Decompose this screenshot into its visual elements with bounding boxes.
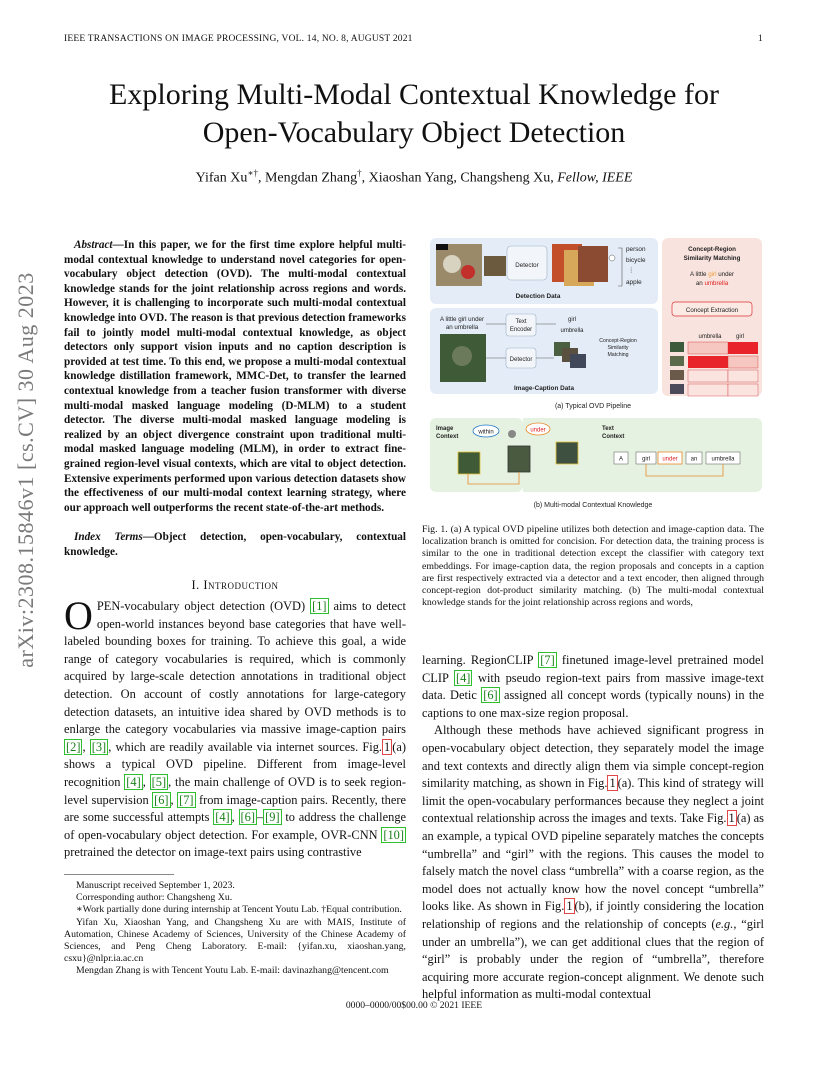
- copyright-footer: 0000–0000/00$00.00 © 2021 IEEE: [345, 1000, 483, 1011]
- sim-cell: [728, 356, 758, 368]
- text-run: PEN-vocabulary object detection (OVD): [96, 599, 311, 613]
- text-run: assigned all concept words (typically nouns) in the captions to one max-size region proposal.: [422, 688, 765, 720]
- figure-1-diagram: [422, 236, 764, 514]
- dot-op-icon: [609, 255, 615, 261]
- figure-link[interactable]: 1: [566, 899, 573, 914]
- small-crm-label: Similarity: [607, 345, 629, 351]
- figure-caption: [422, 524, 764, 609]
- text-run: Although these methods have achieved significant progress in open-vocabulary object detection, they separately model the image and text contexts and directly align them via simple concept-region similarity matching, as shown in Fig.: [422, 723, 764, 791]
- image-caption-label: Image-Caption Data: [513, 385, 575, 392]
- footnote: ∗Work partially done during internship at Tencent Youtu Lab. †Equal contribution.: [76, 904, 402, 916]
- running-header: IEEE TRANSACTIONS ON IMAGE PROCESSING, VOL. 14, NO. 8, AUGUST 2021: [64, 34, 413, 44]
- sim-cell: [728, 370, 758, 382]
- food-image-small: [484, 256, 506, 276]
- figure-caption-text: (a) A typical OVD pipeline utilizes both detection and image-caption data. The localization branch is omitted for concision. For detection data, the training process is similar to the one in traditional detection except the classifier with category text embeddings. For image-caption data, the region proposals and concepts in a caption are first respectively extracted via a detector and a text encoder, then aligned through concept-region dot-product similarity matching. (b) The multi-modal contextual knowledge stands for the joint relationship across regions and words,: [422, 524, 764, 609]
- context-image: [556, 442, 578, 464]
- crop-thumb: [570, 354, 586, 368]
- under-label: under: [530, 427, 546, 434]
- section-heading: I. Introduction: [191, 578, 279, 592]
- text-run: from image-caption pairs. Recently, there are some successful attempts: [64, 792, 406, 825]
- author-list: [40, 168, 788, 187]
- region-thumb: [670, 384, 684, 394]
- figure-link[interactable]: 1: [384, 739, 391, 754]
- citation-link[interactable]: [9]: [265, 810, 280, 825]
- author-mark: †: [357, 168, 362, 178]
- author-name: Yifan Xu: [195, 170, 248, 186]
- citation-link[interactable]: [6]: [483, 688, 498, 703]
- text-run: pretrained the detector on image-text pairs using contrastive: [64, 845, 362, 860]
- sim-cell: [688, 356, 728, 368]
- paragraph: [422, 722, 764, 1004]
- sim-cell: [728, 342, 758, 354]
- text-encoder-label: Text: [515, 319, 527, 325]
- index-terms-text: —Object detection, open-vocabulary, contextual knowledge.: [64, 531, 406, 558]
- caption-run: A little: [689, 271, 709, 278]
- right-column-body: [422, 652, 764, 1004]
- footnote: Mengdan Zhang is with Tencent Youtu Lab. E-mail: davinazhang@tencent.com: [76, 965, 389, 977]
- citation-link[interactable]: [3]: [91, 739, 107, 754]
- footnote: Manuscript received September 1, 2023.: [76, 880, 235, 891]
- concept-extraction-label: Concept Extraction: [685, 307, 739, 314]
- image-tag: [436, 244, 448, 250]
- token: umbrella: [711, 456, 735, 463]
- subcaption-a: (a) Typical OVD Pipeline: [554, 403, 632, 410]
- text-run: (a) shows a typical OVD pipeline. Different from image-level recognition: [64, 739, 406, 789]
- crm-title: Concept-Region: [688, 246, 736, 253]
- page-number: 1: [758, 34, 763, 44]
- abstract: [64, 238, 406, 515]
- author-name: , Mengdan Zhang: [257, 170, 358, 186]
- text-run: aims to detect open-world instances beyond base categories that have well-labeled bounding boxes for training. To achieve this goal, a wide range of category vocabularies is required, which is commonly acquired by large-scale detection annotations in traditional object detection. On account of costly annotations for large-category detection datasets, an intuitive idea shared by OVD methods is to enlarge the category vocabularies via massive image-caption pairs: [64, 599, 406, 737]
- citation-link[interactable]: [2]: [66, 739, 81, 754]
- region-thumb: [670, 356, 684, 366]
- abstract-text: —In this paper, we for the first time explore helpful multi-modal contextual knowledge to understand novel categories for open-vocabulary object detection (OVD). The multi-modal contextual knowledge stands for the joint relationship across regions and words. However, it is challenging to incorporate such multi-modal contextual knowledge into OVD. The reason is that previous detection frameworks fail to jointly model multi-modal contextual knowledge, as object detectors only support vision inputs and no caption description is provided at test time. To this end, we propose a multi-modal contextual knowledge distillation framework, MMC-Det, to transfer the learned contextual knowledge from a teacher fusion transformer with diverse multi-modal masked language modeling (D-MLM) to a student detector. The diverse multi-modal masked language modeling is realized by an object divergence constraint upon traditional multi-modal masked language modeling (MLM), in order to extract fine-grained region-level visual contexts, which are vital to object detection. Extensive experiments performed upon various detection datasets show the effectiveness of our multi-modal context learning strategy, where our approach well outperforms the recent state-of-the-art methods.: [64, 239, 406, 514]
- figure-1: [422, 236, 764, 514]
- arxiv-stamp-text: arXiv:2308.15846v1 [cs.CV] 30 Aug 2023: [13, 272, 38, 668]
- paper-title: [40, 76, 788, 152]
- detector-label: Detector: [515, 262, 539, 269]
- citation-link[interactable]: [4]: [126, 774, 141, 789]
- arxiv-stamp: [6, 272, 46, 668]
- text-encoder-label: Encoder: [509, 327, 533, 333]
- crm-title: Similarity Matching: [683, 255, 741, 262]
- caption-girl: girl: [708, 271, 717, 278]
- detection-data-label: Detection Data: [515, 293, 561, 300]
- food-image-shape: [443, 255, 461, 273]
- footnote: Yifan Xu, Xiaoshan Yang, and Changsheng Xu are with MAIS, Institute of Automation, Chinese Academy of Sciences, University of the Chinese Academy of Sciences, and Peng Cheng Laboratory. E-mail: {yifan.xu, xiaoshan.yang, csxu}@nlpr.ia.ac.cn: [64, 916, 406, 965]
- text-run: (a) as an example, a typical OVD pipeline separately matches the concepts “umbrella” and “girl” with the regions. This causes the model to falsely match the novel class “umbrella” with a coarse region, as the model does not actually know how the novel concept “umbrella” looks like. As shown in Fig.: [422, 811, 764, 914]
- text-run: , “girl under an umbrella”), we can get additional clues that the region of “girl” is probably under the region of “umbrella”, therefore acquiring more accurate region-concept alignment. We denote such helpful information as multi-modal contextual: [422, 916, 765, 1002]
- text-run: with pseudo region-text pairs from massive image-text data. Detic: [422, 670, 764, 703]
- image-shape: [452, 346, 472, 366]
- footnote-divider: [64, 874, 174, 875]
- crop-3: [578, 246, 608, 282]
- index-terms: [64, 530, 406, 559]
- caption-run: an: [695, 280, 705, 287]
- context-image: [458, 452, 480, 474]
- sim-cell: [688, 370, 728, 382]
- text-context-label: Context: [602, 434, 625, 440]
- title-line-2: Open-Vocabulary Object Detection: [202, 116, 626, 149]
- small-crm-label: Matching: [607, 352, 629, 358]
- image-context-label: Context: [436, 434, 459, 440]
- abstract-label: Abstract: [74, 239, 113, 251]
- figure-link[interactable]: 1: [609, 776, 616, 791]
- text-run: ,: [170, 792, 178, 807]
- word-umbrella: umbrella: [560, 328, 584, 334]
- sim-cell: [728, 384, 758, 396]
- text-run: , the main challenge of OVD is to seek region-level supervision: [64, 774, 406, 807]
- author-fellow: Fellow, IEEE: [557, 170, 633, 186]
- col-girl: girl: [735, 334, 745, 340]
- text-run: ,: [142, 774, 150, 789]
- region-thumb: [670, 370, 684, 380]
- sim-cell: [688, 384, 728, 396]
- text-run: to address the challenge of open-vocabulary object detection. For example, OVR-CNN: [64, 810, 407, 842]
- citation-link[interactable]: [1]: [312, 599, 327, 613]
- title-line-1: Exploring Multi-Modal Contextual Knowledge for: [109, 78, 719, 111]
- crm-caption: [690, 271, 734, 278]
- index-terms-label: Index Terms: [74, 531, 143, 543]
- figure-link[interactable]: 1: [728, 811, 735, 826]
- token: an: [690, 456, 698, 463]
- col-umbrella: umbrella: [698, 334, 722, 340]
- figure-caption-label: Fig. 1.: [422, 524, 448, 535]
- citation-link[interactable]: [10]: [383, 827, 404, 842]
- food-image-shape: [461, 265, 475, 279]
- class-label: ⋮: [628, 267, 635, 274]
- footnotes: [64, 880, 406, 978]
- text-run: , which are readily available via internet sources. Fig.: [108, 739, 383, 754]
- citation-link[interactable]: [7]: [540, 653, 555, 667]
- word-girl: girl: [567, 317, 577, 323]
- text-run: finetuned image-level pretrained model CLIP: [422, 653, 764, 685]
- author-name: , Xiaoshan Yang, Changsheng Xu,: [361, 170, 558, 186]
- image-context-label: Image: [436, 426, 454, 432]
- token: under: [662, 456, 678, 463]
- class-label: person: [626, 246, 646, 253]
- dropcap: O: [64, 593, 93, 638]
- text-run: (b), if jointly considering the location relationship of regions and the relationship of concepts (: [422, 899, 764, 931]
- paragraph: [422, 652, 764, 722]
- citation-link[interactable]: [5]: [151, 774, 167, 789]
- author-mark: ∗†: [247, 168, 258, 178]
- caption-line: A little girl under: [439, 316, 485, 323]
- caption-run: under: [716, 271, 735, 278]
- context-image: [508, 446, 530, 472]
- detector-label-2: Detector: [509, 357, 533, 363]
- crm-caption: [696, 280, 729, 287]
- citation-link[interactable]: [4]: [215, 810, 230, 825]
- class-label: bicycle: [626, 257, 646, 264]
- caption-umbrella: umbrella: [704, 280, 729, 287]
- citation-link[interactable]: [4]: [455, 670, 471, 685]
- text-run: ,: [82, 739, 90, 754]
- intro-paragraph: [64, 593, 407, 862]
- text-run: (a). This kind of strategy will limit the open-vocabulary performances because they neglect a joint contextual relationship across the images and texts. Take Fig.: [422, 776, 764, 826]
- text-run: e.g.: [715, 916, 734, 931]
- token: girl: [641, 456, 651, 463]
- citation-link[interactable]: [7]: [179, 792, 194, 807]
- text-context-label: Text: [602, 426, 614, 432]
- text-run: –: [256, 810, 264, 825]
- robot-icon: [508, 430, 516, 438]
- citation-link[interactable]: [6]: [154, 792, 169, 807]
- class-label: apple: [626, 279, 642, 286]
- text-run: ,: [231, 810, 239, 825]
- sim-cell: [688, 342, 728, 354]
- token: A: [618, 456, 624, 463]
- region-thumb: [670, 342, 684, 352]
- small-crm-label: Concept-Region: [599, 338, 637, 344]
- footnote: Corresponding author: Changsheng Xu.: [76, 892, 233, 904]
- text-run: learning. RegionCLIP: [422, 653, 539, 667]
- citation-link[interactable]: [6]: [240, 810, 255, 825]
- subcaption-b: (b) Multi-modal Contextual Knowledge: [533, 502, 653, 509]
- caption-line: an umbrella: [445, 324, 479, 331]
- within-label: within: [478, 429, 494, 436]
